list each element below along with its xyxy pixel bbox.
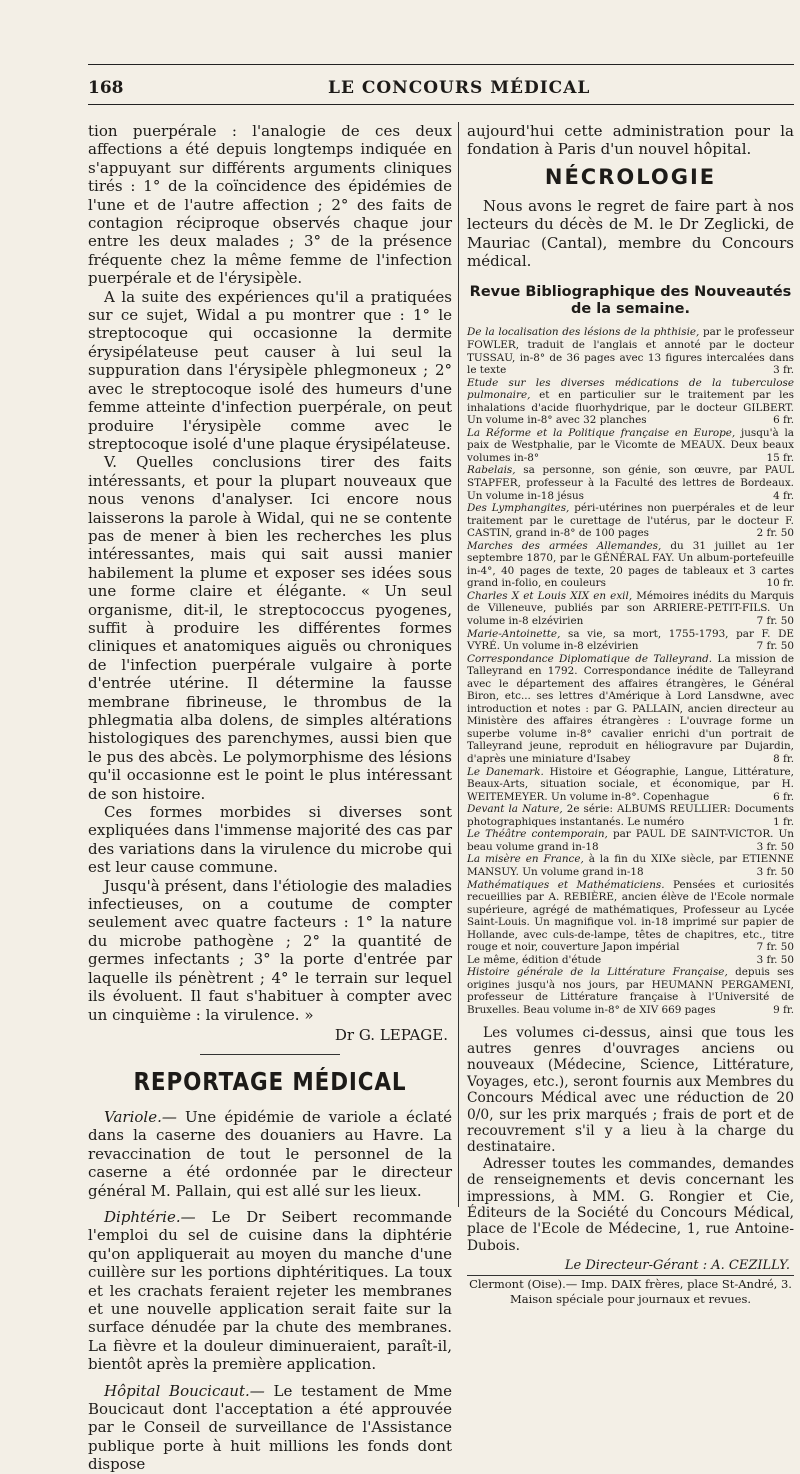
bibliography-entry [467, 377, 794, 427]
book-description: Le même, édition d'étude [467, 953, 602, 966]
book-price: 2 fr. 50 [756, 527, 794, 540]
book-price: 15 fr. [766, 451, 794, 464]
news-heading: Variole.— [104, 1107, 177, 1126]
book-price: 3 fr. 50 [756, 840, 794, 853]
news-heading: Diphtérie.— [104, 1207, 196, 1226]
header-bottom-rule [88, 104, 794, 105]
news-item-diphterie [88, 1208, 452, 1374]
book-price: 8 fr. [773, 753, 794, 766]
section-separator [200, 1054, 340, 1055]
bibliography-entry [467, 828, 794, 853]
book-title: Etude sur les diverses médications de la tuberculose pulmonaire, [467, 376, 794, 402]
author-signature: Dr G. LEPAGE. [334, 1025, 448, 1044]
left-column [88, 122, 452, 1474]
book-description: Mémoires inédits du Marquis de Villeneuve, publiés par son ARRIERE-PETIT-FILS. Un volume in-8 elzévirien [467, 589, 794, 628]
bibliography-entry [467, 803, 794, 828]
news-text: Une épidémie de variole a éclaté dans la caserne des douaniers au Havre. La revaccination de tout le personnel de la caserne a été ordonnée par le directeur général M. Pallain, qui est allé sur les lieux. [88, 1107, 452, 1200]
book-price: 6 fr. [773, 414, 794, 427]
book-title: Marie-Antoinette, [467, 627, 561, 640]
book-description: et en particulier sur le traitement par les inhalations d'acide fluorhydrique, par le docteur GILBERT. Un volume in-8° avec 32 planches [467, 389, 794, 427]
book-description: du 31 juillet au 1er septembre 1870, par le GÉNÉRAL FAY. Un album-portefeuille in-4°, 40 pages de texte, 20 pages de tableaux et 3 cartes grand in-folio, en couleurs [467, 539, 794, 590]
book-title: Rabelais, [467, 464, 516, 477]
book-title: Marches des armées Allemandes, [467, 539, 662, 552]
book-price: 1 fr. [773, 815, 794, 828]
news-item-hopital [88, 1382, 452, 1474]
necrologie-text: Nous avons le regret de faire part à nos lecteurs du décès de M. le Dr Zeglicki, de Mauriac (Cantal), membre du Concours médical. [467, 196, 794, 271]
page-number: 168 [88, 78, 124, 98]
book-price: 3 fr. [773, 364, 794, 377]
address-note: Adresser toutes les commandes, demandes de renseignements et devis concernant les impressions, à MM. G. Rongier et Cie, Éditeurs de la Société du Concours Médical, place de l'Ecole de Médecine, 1, rue Antoine-Dubois. [467, 1155, 794, 1254]
book-description: sa personne, son génie, son œuvre, par PAUL STAPFER, professeur à la Faculté des lettres de Bordeaux. Un volume in-18 jésus [467, 464, 794, 502]
page-header [88, 78, 794, 100]
news-item-variole [88, 1108, 452, 1200]
bibliography-entry [467, 590, 794, 628]
right-column [467, 122, 795, 1307]
book-title: Le Théâtre contemporain, [467, 828, 608, 841]
book-title: La Réforme et la Politique française en Europe, [467, 426, 736, 439]
book-description: 2e série: ALBUMS REULLIER: Documents photographiques instantanés. Le numéro [467, 803, 794, 828]
article-paragraph: A la suite des expériences qu'il a pratiquées sur ce sujet, Widal a pu montrer que : 1° le streptocoque qui occasionne la dermite érysipélateuse peut causer à lui seul la suppuration dans l'érysipèle phlegmoneux ; 2° avec le streptocoque isolé des humeurs d'une femme atteinte d'infection puerpérale, on peut produire l'érysipèle comme avec le streptocoque isolé d'une plaque érysipélateuse. [88, 287, 452, 453]
book-description: La mission de Talleyrand en 1792. Correspondance inédite de Talleyrand avec le département des affaires étrangères, le Général Biron, etc... ses lettres d'Amérique à Lord Lansdwne, avec introduction et notes : par G. PALLAIN, ancien directeur au Ministère des affaires étrangères : L'ouvrage forme un superbe volume in-8° cavalier enrichi d'un portrait de Talleyrand jeune, reproduit en héliogravure par Dujardin, d'après une miniature d'Isabey [467, 652, 795, 766]
bibliography-entry [467, 653, 794, 766]
article-paragraph: Ces formes morbides si diverses sont expliquées dans l'immense majorité des cas par des variations dans la virulence du microbe qui est leur cause commune. [88, 803, 452, 877]
book-title: Correspondance Diplomatique de Talleyrand. [467, 652, 713, 665]
bibliography-entry [467, 879, 794, 954]
book-description: par PAUL DE SAINT-VICTOR. Un beau volume grand in-18 [467, 828, 795, 853]
bibliography-entry [467, 853, 794, 878]
continuation-text: aujourd'hui cette administration pour la fondation à Paris d'un nouvel hôpital. [467, 122, 794, 159]
book-title: Histoire générale de la Littérature Française, [467, 966, 728, 979]
article-paragraph: Jusqu'à présent, dans l'étiologie des maladies infectieuses, on a coutume de compter seulement avec quatre facteurs : 1° la nature du microbe pathogène ; 2° la quantité de germes infectants ; 3° la porte d'entrée par laquelle ils pénètrent ; 4° le terrain sur lequel ils évoluent. Il faut s'habituer à compter avec un cinquième : la virulence. » [88, 876, 452, 1024]
book-title: Charles X et Louis XIX en exil, [467, 589, 633, 602]
book-price: 7 fr. 50 [756, 941, 794, 954]
bibliography-list [467, 326, 794, 1016]
book-title: Le Danemark. [467, 765, 544, 778]
reduction-note: Les volumes ci-dessus, ainsi que tous les autres genres d'ouvrages anciens ou nouveaux (Médecine, Science, Littérature, Voyages, etc.), seront fournis aux Membres du Concours Médical avec une réduction de 20 0/0, sur les prix marqués ; frais de port et de recouvrement s'il y a lieu à la charge du destinataire. [467, 1024, 794, 1156]
book-description: depuis ses origines jusqu'à nos jours, par HEUMANN PERGAMENI, professeur de Littérature française à l'Université de Bruxelles. Beau volume in-8° de XIV 669 pages [467, 966, 794, 1016]
bibliography-entry [467, 464, 794, 502]
bibliography-entry [467, 540, 794, 590]
book-description: jusqu'à la paix de Westphalie, par le Vicomte de MEAUX. Deux beaux volumes in-8° [467, 426, 794, 464]
book-description: par le professeur FOWLER, traduit de l'anglais et annoté par le docteur TUSSAU, in-8° de 36 pages avec 13 figures intercalées dans le texte [467, 326, 794, 377]
bibliography-entry [467, 326, 794, 376]
article-paragraph: V. Quelles conclusions tirer des faits intéressants, et pour la plupart nouveaux que nous venons d'analyser. Ici encore nous laisserons la parole à Widal, qui ne se contente pas de mener à bien les recherches les plus intéressantes, mais qui sait aussi manier habilement la plume et exposer ses idées sous une forme claire et élégante. « Un seul organisme, dit-il, le streptococcus pyogenes, suffit à produire les différentes formes cliniques et anatomiques aiguës ou chroniques de l'infection puerpérale vulgaire à porte d'entrée utérine. Il détermine la fausse membrane fibrineuse, le thrombus de la phlegmatia alba dolens, de simples altérations histologiques des parenchymes, aussi bien que le pus des abcès. Le polymorphisme des lésions qu'il occasionne est le point le plus intéressant de son histoire. [88, 453, 452, 803]
book-description: Pensées et curiosités recueillies par A. REBIÈRE, ancien élève de l'Ecole normale supérieure, agrégé de mathématiques, Professeur au Lycée Saint-Louis. Un magnifique vol. in-18 imprimé sur papier de Hollande, avec culs-de-lampe, têtes de chapitres, etc., titre rouge et noir, couverture Japon impérial [467, 878, 794, 954]
book-title: Mathématiques et Mathématiciens. [467, 878, 665, 891]
book-description: à la fin du XIXe siècle, par ETIENNE MANSUY. Un volume grand in-18 [467, 853, 794, 878]
bibliography-entry [467, 966, 794, 1016]
book-title: Des Lymphangites, [467, 502, 570, 515]
section-title-reportage: REPORTAGE MÉDICAL [133, 1066, 407, 1096]
book-price: 3 fr. 50 [756, 865, 794, 878]
book-price: 4 fr. [773, 489, 794, 502]
bibliography-entry [467, 628, 794, 653]
bibliography-entry [467, 502, 794, 540]
bibliography-entry [467, 766, 794, 804]
news-text: Le testament de Mme Boucicaut dont l'acceptation a été approuvée par le Conseil de surveillance de l'Assistance publique porte à huit millions les fonds dont dispose [88, 1381, 452, 1474]
header-top-rule [88, 64, 794, 65]
book-title: La misère en France, [467, 853, 584, 866]
section-title-necrologie: NÉCROLOGIE [544, 164, 717, 189]
book-description: péri-utérines non puerpérales et de leur traitement par le curettage de l'utérus, par le docteur F. CASTIN, grand in-8° de 100 pages [467, 502, 794, 540]
director-signature: Le Directeur-Gérant : A. CEZILLY. [564, 1258, 790, 1274]
bibliography-entry [467, 954, 794, 967]
book-price: 10 fr. [766, 577, 794, 590]
imprint-line: Maison spéciale pour journaux et revues. [509, 1292, 752, 1307]
bibliography-entry [467, 427, 794, 465]
imprint-line: Clermont (Oise).— Imp. DAIX frères, place St-André, 3. [469, 1277, 792, 1292]
news-heading: Hôpital Boucicaut.— [104, 1381, 265, 1400]
column-divider [458, 122, 459, 1207]
book-price: 6 fr. [773, 790, 794, 803]
book-price: 7 fr. 50 [756, 615, 794, 628]
imprint-rule [467, 1275, 794, 1276]
book-price: 7 fr. 50 [756, 640, 794, 653]
journal-title: LE CONCOURS MÉDICAL [328, 78, 591, 98]
section-title-revue: Revue Bibliographique des Nouveautés de la semaine. [469, 284, 792, 318]
article-paragraph: tion puerpérale : l'analogie de ces deux affections a été depuis longtemps indiquée en s'appuyant sur différents arguments cliniques tirés : 1° de la coïncidence des épidémies de l'une et de l'autre affection ; 2° des faits de contagion réciproque observés chaque jour entre les deux malades ; 3° de la présence fréquente chez la même femme de l'infection puerpérale et de l'érysipèle. [88, 122, 452, 288]
book-title: Devant la Nature, [467, 803, 563, 816]
book-price: 9 fr. [773, 1003, 794, 1016]
book-title: De la localisation des lésions de la phthisie, [467, 326, 700, 339]
book-description: sa vie, sa mort, 1755-1793, par F. DE VYRÉ. Un volume in-8 elzévirien [467, 627, 794, 653]
book-price: 3 fr. 50 [756, 953, 794, 966]
book-description: Histoire et Géographie, Langue, Littérature, Beaux-Arts, situation sociale, et économique, par H. WEITEMEYER. Un volume in-8°. Copenhague [467, 765, 794, 803]
news-text: Le Dr Seibert recommande l'emploi du sel de cuisine dans la diphtérie qu'on appliquerait au moyen du manche d'une cuillère sur les portions diphtéritiques. La toux et les crachats feraient rejeter les membranes et une nouvelle application serait faite sur la surface dénudée par la chute des membranes. La fièvre et la douleur diminueraient, paraît-il, bientôt après la première application. [88, 1207, 452, 1374]
